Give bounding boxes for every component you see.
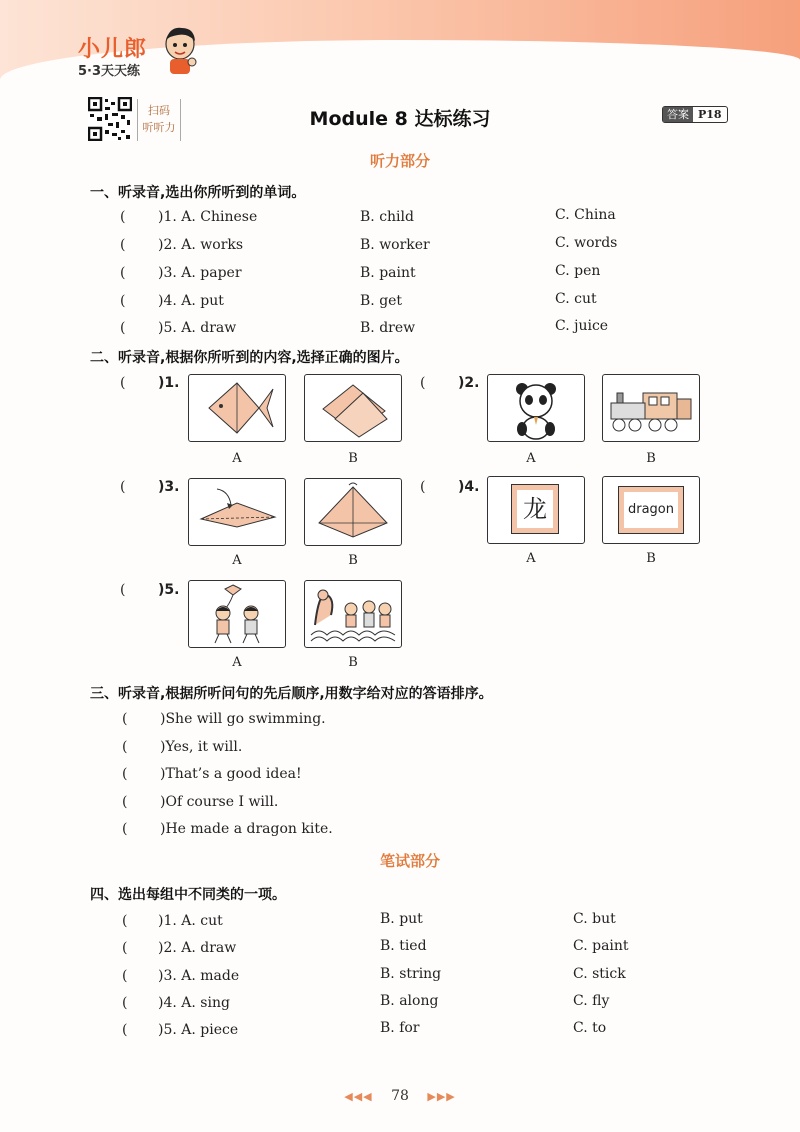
picture-panda[interactable] (487, 374, 585, 442)
answer-blank[interactable]: ( (122, 766, 128, 782)
question-4-title: 四、选出每组中不同类的一项。 (90, 887, 286, 903)
scan-line-1: 扫码 (148, 104, 170, 117)
brand-subtitle: 5·3天天练 (78, 64, 141, 79)
option-a: )2. A. works (158, 237, 244, 253)
response-item: )She will go swimming. (160, 711, 326, 727)
option-b: B. tied (380, 938, 427, 954)
answer-blank[interactable]: ( (120, 265, 126, 281)
paper-sheets-icon (305, 375, 401, 441)
answer-blank[interactable]: ( (122, 711, 128, 727)
option-b: B. put (380, 911, 423, 927)
option-a: )5. A. piece (158, 1022, 239, 1038)
page-title: Module 8 达标练习 (309, 108, 491, 130)
option-b: B. child (360, 209, 414, 225)
option-label-b: B (348, 655, 358, 670)
picture-paper-sheets[interactable] (304, 374, 402, 442)
option-a: )5. A. draw (158, 320, 237, 336)
option-c: C. cut (555, 291, 597, 307)
option-label-a: A (526, 451, 536, 466)
answer-blank[interactable]: ( (122, 913, 128, 929)
answer-blank[interactable]: ( (122, 1022, 128, 1038)
option-c: C. fly (573, 993, 610, 1009)
picture-train[interactable] (602, 374, 700, 442)
scan-line-2: 听听力 (142, 121, 176, 134)
arrows-right-icon: ▶▶▶ (427, 1090, 456, 1103)
option-label-a: A (232, 655, 242, 670)
option-a: )4. A. sing (158, 995, 230, 1011)
picture-dragon-kite[interactable] (304, 580, 402, 648)
page-number: 78 (391, 1088, 409, 1104)
dragon-word: dragon (619, 487, 683, 533)
option-b: B. for (380, 1020, 420, 1036)
answer-blank[interactable]: ( (122, 821, 128, 837)
answer-label: 答案 (663, 107, 693, 122)
answer-blank[interactable]: ( (120, 320, 126, 336)
answer-blank[interactable]: ( (420, 479, 426, 495)
answer-blank[interactable]: ( (120, 293, 126, 309)
arrows-left-icon: ◀◀◀ (344, 1090, 373, 1103)
answer-blank[interactable]: ( (120, 582, 126, 598)
option-b: B. drew (360, 320, 416, 336)
question-1-title: 一、听录音,选出你所听到的单词。 (90, 185, 306, 201)
folding-paper-icon (189, 479, 285, 545)
option-b: B. worker (360, 237, 430, 253)
paper-kite-icon (305, 479, 401, 545)
picture-kids-flying-kite[interactable] (188, 580, 286, 648)
option-label-b: B (646, 551, 656, 566)
option-c: C. paint (573, 938, 629, 954)
option-label-a: A (232, 553, 242, 568)
item-number: )3. (158, 479, 180, 495)
answer-page-tag (662, 106, 728, 123)
option-b: B. paint (360, 265, 416, 281)
mascot-boy-icon (160, 24, 200, 76)
option-a: )3. A. made (158, 968, 240, 984)
answer-blank[interactable]: ( (420, 375, 426, 391)
panda-icon (488, 375, 584, 441)
dragon-and-kids-icon (305, 581, 401, 647)
response-item: )Of course I will. (160, 794, 279, 810)
option-a: )2. A. draw (158, 940, 237, 956)
answer-blank[interactable]: ( (122, 995, 128, 1011)
answer-blank[interactable]: ( (122, 968, 128, 984)
picture-dragon-chinese[interactable] (487, 476, 585, 544)
answer-blank[interactable]: ( (120, 479, 126, 495)
answer-blank[interactable]: ( (122, 940, 128, 956)
option-b: B. get (360, 293, 403, 309)
paper-fish-icon (189, 375, 285, 441)
option-a: )1. A. Chinese (158, 209, 258, 225)
response-item: )He made a dragon kite. (160, 821, 333, 837)
option-c: C. stick (573, 966, 626, 982)
writing-section-heading: 笔试部分 (379, 852, 440, 870)
item-number: )2. (458, 375, 480, 391)
option-label-b: B (348, 553, 358, 568)
brand-logo: 小儿郎 (78, 37, 148, 62)
item-number: )1. (158, 375, 180, 391)
item-number: )4. (458, 479, 480, 495)
picture-folding-step-a[interactable] (188, 478, 286, 546)
answer-blank[interactable]: ( (120, 209, 126, 225)
answer-blank[interactable]: ( (122, 739, 128, 755)
kids-kite-icon (189, 581, 285, 647)
response-item: )That’s a good idea! (160, 766, 302, 782)
item-number: )5. (158, 582, 180, 598)
option-label-a: A (232, 451, 242, 466)
answer-blank[interactable]: ( (120, 237, 126, 253)
response-item: )Yes, it will. (160, 739, 243, 755)
picture-paper-fish[interactable] (188, 374, 286, 442)
option-c: C. words (555, 235, 618, 251)
option-label-a: A (526, 551, 536, 566)
option-c: C. pen (555, 263, 601, 279)
option-b: B. along (380, 993, 439, 1009)
dragon-character: 龙 (512, 485, 558, 533)
option-c: C. juice (555, 318, 609, 334)
question-3-title: 三、听录音,根据所听问句的先后顺序,用数字给对应的答语排序。 (90, 686, 493, 702)
train-icon (603, 375, 699, 441)
picture-dragon-english[interactable] (602, 476, 700, 544)
option-label-b: B (646, 451, 656, 466)
option-c: C. but (573, 911, 616, 927)
option-label-b: B (348, 451, 358, 466)
option-a: )3. A. paper (158, 265, 242, 281)
option-a: )4. A. put (158, 293, 224, 309)
answer-page: P18 (698, 108, 722, 121)
option-b: B. string (380, 966, 442, 982)
answer-blank[interactable]: ( (120, 375, 126, 391)
option-a: )1. A. cut (158, 913, 223, 929)
question-2-title: 二、听录音,根据你所听到的内容,选择正确的图片。 (90, 350, 409, 366)
answer-blank[interactable]: ( (122, 794, 128, 810)
listening-section-heading: 听力部分 (369, 152, 430, 170)
option-c: C. China (555, 207, 616, 223)
picture-folding-step-b[interactable] (304, 478, 402, 546)
option-c: C. to (573, 1020, 607, 1036)
page-footer (0, 1088, 800, 1104)
